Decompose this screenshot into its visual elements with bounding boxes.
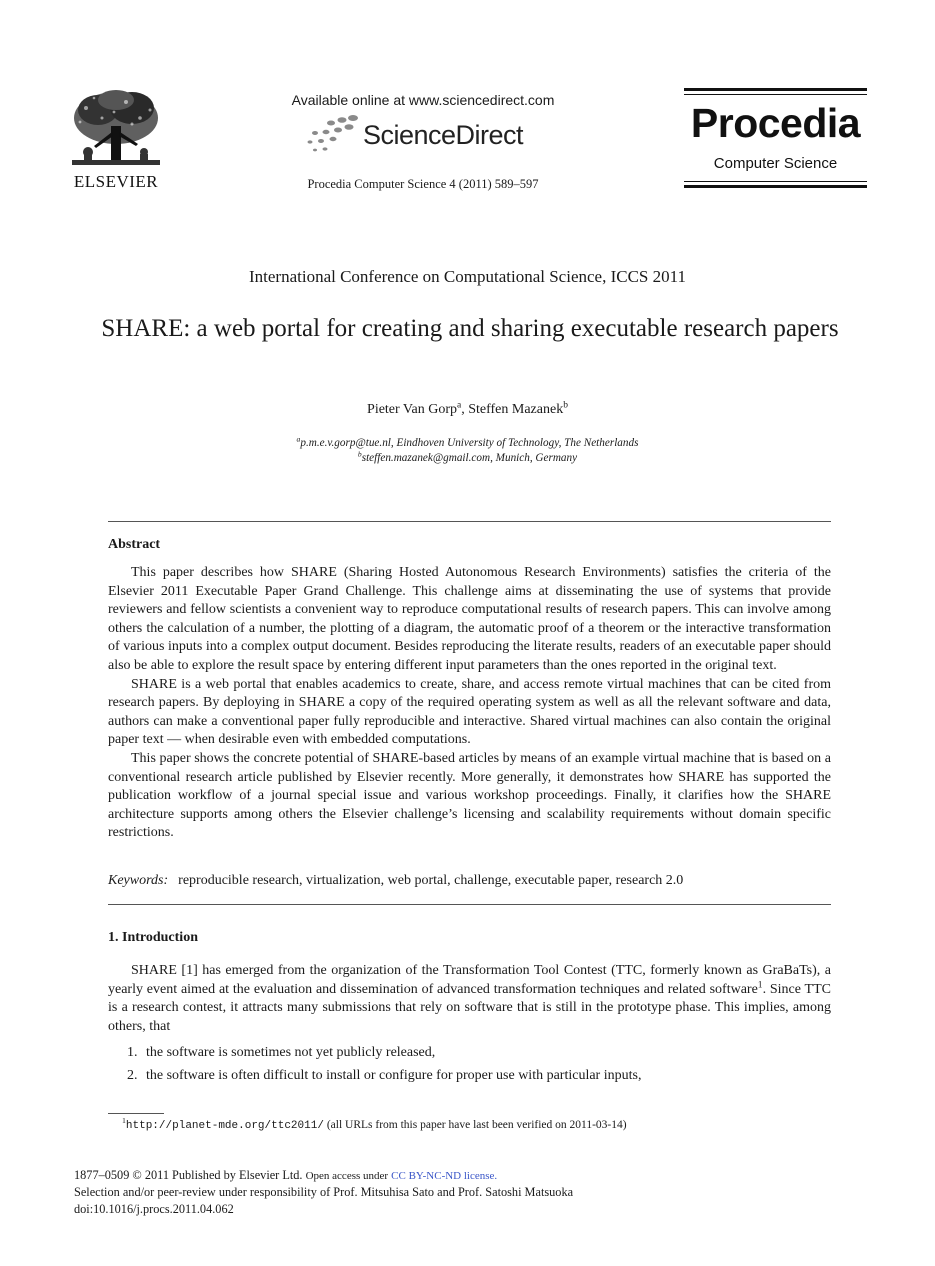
keywords-list: reproducible research, virtualization, web portal, challenge, executable paper, research 2.0 <box>178 873 684 888</box>
abstract-paragraph: SHARE is a web portal that enables academics to create, share, and access remote virtual machines that can be cited from research papers. By deploying in SHARE a copy of the required operating system as well as all the relevant software and data, authors can make a conventional paper fully reproducible and interactive. Shared virtual machines can also contain the original paper text — when desirable even with embedded computations. <box>108 676 831 748</box>
footnote-note: (all URLs from this paper have last been verified on 2011-03-14) <box>326 1119 627 1131</box>
divider <box>108 904 831 905</box>
procedia-subtitle: Computer Science <box>713 155 838 172</box>
footnote-url[interactable]: http://planet-mde.org/ttc2011/ <box>125 1120 324 1132</box>
intro-body <box>108 962 831 1036</box>
page-footer <box>74 1167 874 1217</box>
publisher-name: ELSEVIER <box>73 172 159 191</box>
abstract-body <box>108 564 831 843</box>
abstract-paragraph: This paper shows the concrete potential of SHARE-based articles by means of an example virtual machine that is based on a conventional research article published by Elsevier recently. More generally, it demonstrates how SHARE has supported the publication workflow of a journal special issue and various workshop proceedings. Finally, it clarifies how the SHARE architecture supports among others the Elsevier challenge’s licensing and scalability requirements without domain specific restrictions. <box>108 750 831 841</box>
elsevier-tree-icon <box>66 88 166 170</box>
author-name: Steffen Mazanek <box>468 402 564 417</box>
intro-paragraph: SHARE [1] has emerged from the organization of the Transformation Tool Contest (TTC, formerly known as GraBaTs), a yearly event aimed at the evaluation and dissemination of advanced transformation techniques and related software$^1$. Since TTC is a research contest, it attracts many submissions that rely on software that is still in the prototype phase. This implies, among others, that <box>108 963 831 1034</box>
affiliation-a: $^a$p.m.e.v.gorp@tue.nl, Eindhoven University of Technology, The Netherlands <box>296 434 639 449</box>
divider <box>108 521 831 522</box>
affiliation-b: $^b$steffen.mazanek@gmail.com, Munich, Germany <box>357 449 578 464</box>
paper-title: SHARE: a web portal for creating and sharing executable research papers <box>101 315 839 342</box>
footnote-mark: 1 <box>122 1116 126 1126</box>
available-online[interactable]: Available online at www.sciencedirect.com <box>291 92 555 108</box>
procedia-logo <box>684 88 867 190</box>
section-heading: 1. Introduction <box>108 930 198 945</box>
sciencedirect-dots-icon <box>305 112 361 158</box>
abstract-paragraph: This paper describes how SHARE (Sharing Hosted Autonomous Research Environments) satisfies the criteria of the Elsevier 2011 Executable Paper Grand Challenge. This challenge aims at disseminating the use of systems that provide reviewers and fellow scientists a convenient way to reproduce computational results of research papers. This can involve among others the calculation of a number, the plotting of a diagram, the automatic proof of a theorem or the interactive transformation of various inputs into a complex output document. Besides reproducing the literate results, readers of an executable paper should also be able to explore the result space by entering different input parameters than the ones reported in the original text. <box>108 565 831 673</box>
conference-name: International Conference on Computational Science, ICCS 2011 <box>248 267 686 286</box>
sciencedirect-wordmark: ScienceDirect <box>363 120 524 150</box>
sciencedirect-logo[interactable] <box>305 112 555 158</box>
abstract-heading: Abstract <box>108 537 161 552</box>
license-link[interactable]: CC BY-NC-ND license. <box>391 1170 498 1182</box>
list-item: 2. the software is often difficult to install or configure for proper use with particular inputs, <box>127 1067 642 1083</box>
open-access: Open access under <box>305 1170 389 1182</box>
list-item: 1. the software is sometimes not yet publicly released, <box>127 1045 436 1060</box>
copyright: 1877–0509 © 2011 Published by Elsevier Ltd. <box>74 1168 303 1182</box>
author-mark: b <box>563 400 568 411</box>
elsevier-logo <box>66 88 166 192</box>
footnote-ref[interactable]: 1 <box>757 979 763 990</box>
doi[interactable]: doi:10.1016/j.procs.2011.04.062 <box>74 1201 234 1216</box>
peer-review-note: Selection and/or peer-review under responsibility of Prof. Mitsuhisa Sato and Prof. Satoshi Matsuoka <box>74 1185 574 1200</box>
author-mark: a <box>456 400 462 411</box>
procedia-title: Procedia <box>690 100 861 146</box>
journal-reference: Procedia Computer Science 4 (2011) 589–597 <box>307 177 539 191</box>
author-list: Pieter Van Gorp$^a$, Steffen Mazanek$^b$ <box>367 400 568 417</box>
copyright-line <box>74 1167 874 1184</box>
author-name: Pieter Van Gorp <box>367 402 457 417</box>
keywords-label: Keywords: <box>108 873 169 888</box>
affiliations <box>0 436 935 466</box>
keywords <box>108 873 831 889</box>
footnote-rule <box>108 1113 164 1114</box>
intro-list <box>108 1044 831 1089</box>
footnote <box>122 1116 627 1132</box>
